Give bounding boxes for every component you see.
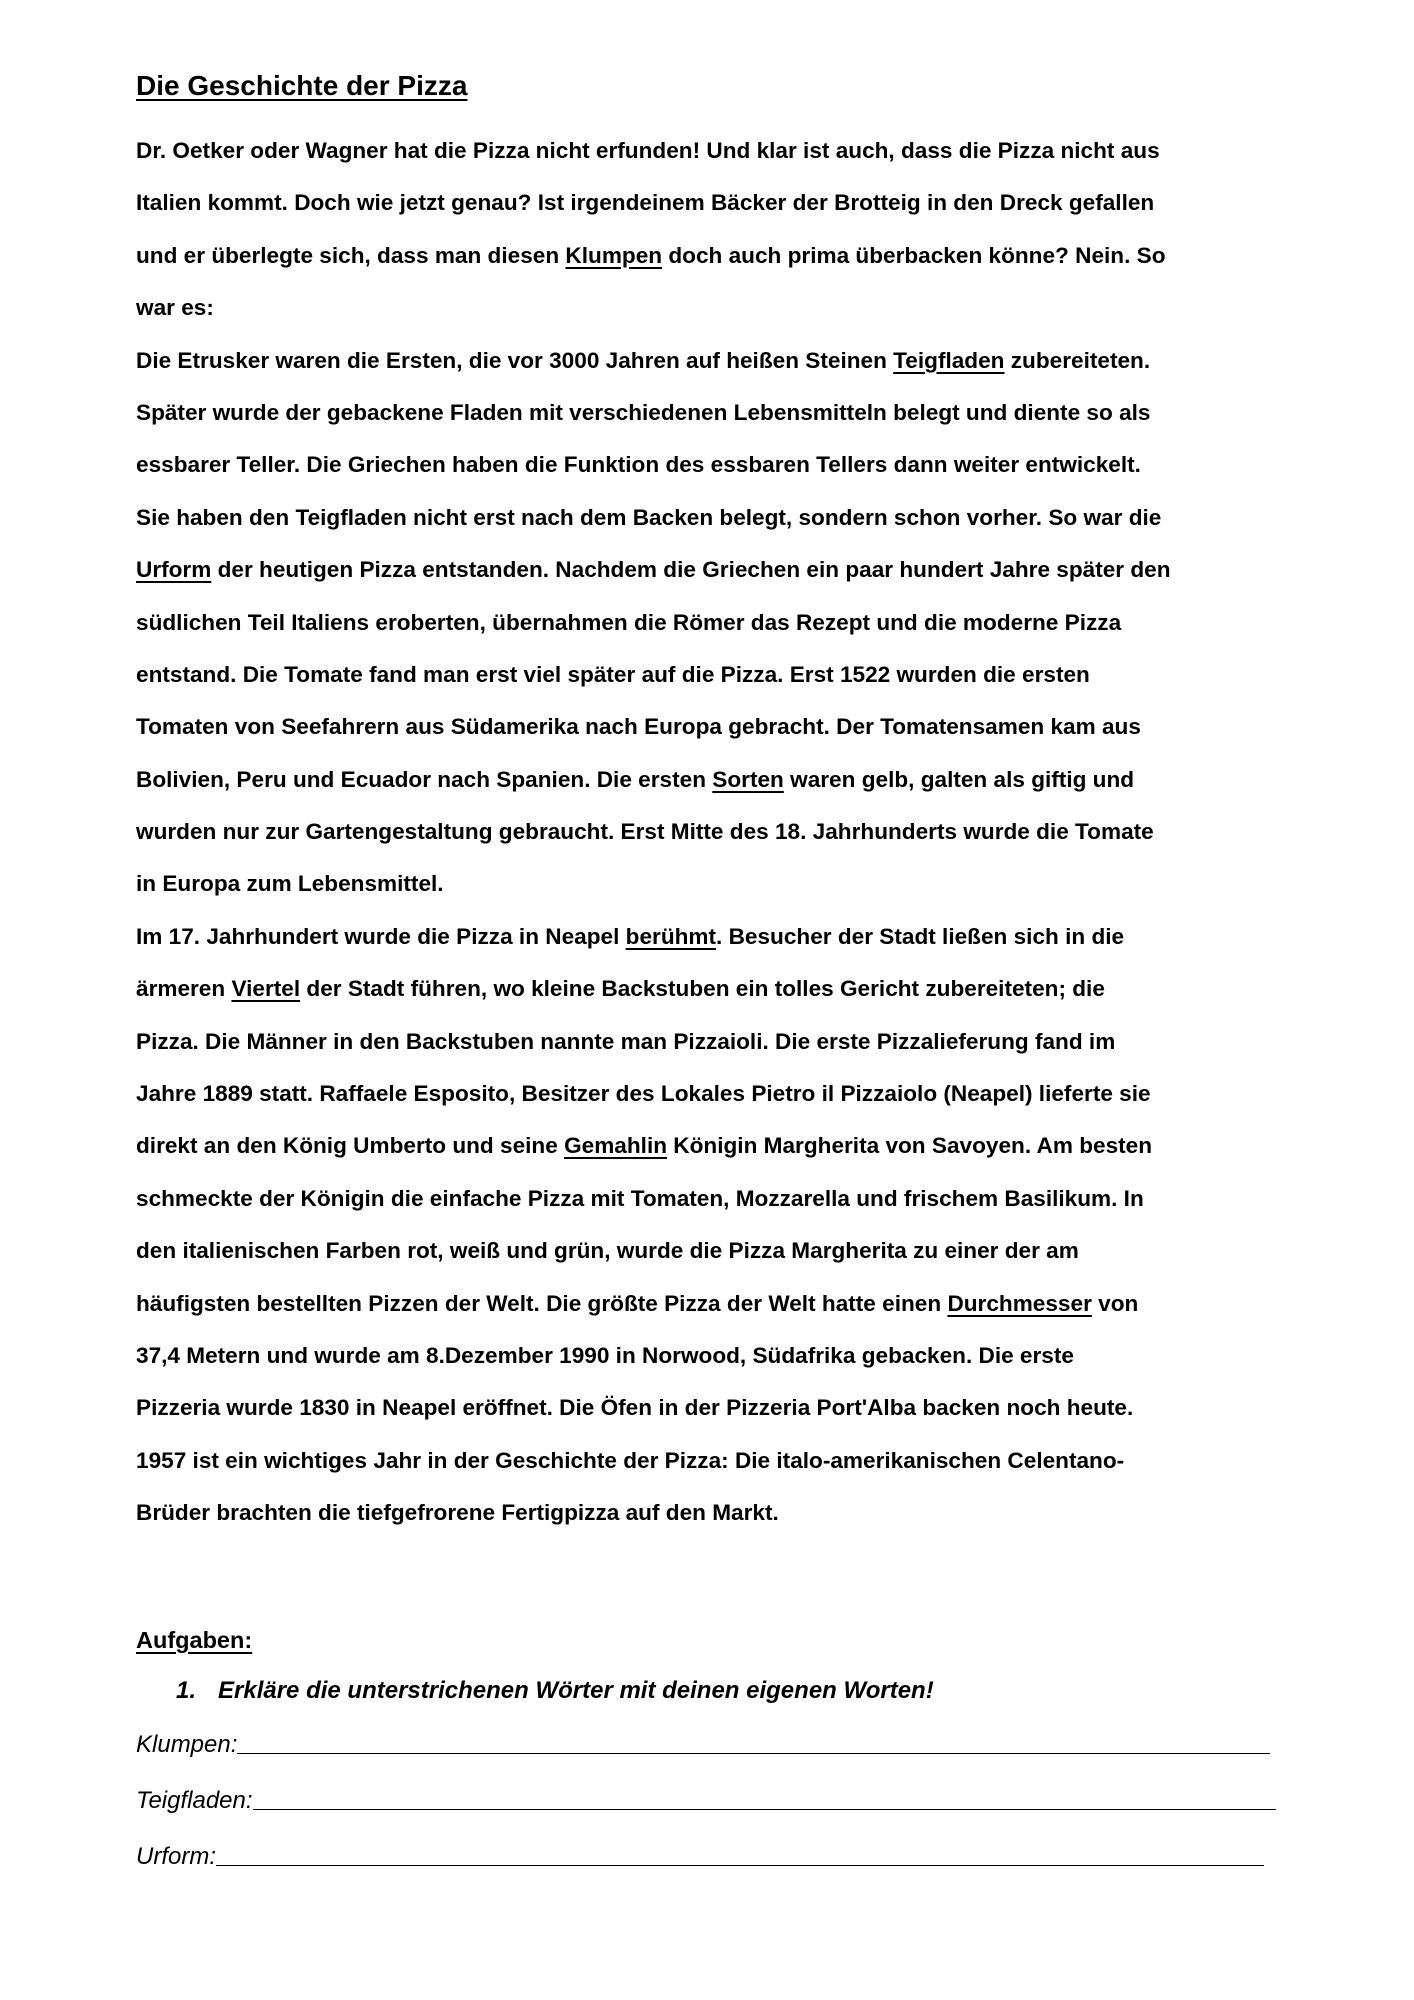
text-line [136, 1173, 1296, 1225]
text-segment: Brüder brachten die tiefgefrorene Fertigpizza auf den Markt. [136, 1500, 779, 1526]
answer-label: Teigfladen: [136, 1786, 253, 1814]
underlined-word: Viertel [231, 976, 301, 1002]
text-segment: Tomaten von Seefahrern aus Südamerika nach Europa gebracht. Der Tomatensamen kam aus [136, 714, 1141, 740]
task-text: Erkläre die unterstrichenen Wörter mit deinen eigenen Worten! [218, 1676, 934, 1704]
answer-row [136, 1773, 1296, 1829]
text-segment: Dr. Oetker oder Wagner hat die Pizza nicht erfunden! Und klar ist auch, dass die Pizza nicht aus [136, 138, 1160, 163]
text-line [136, 1120, 1296, 1172]
text-line [136, 335, 1296, 387]
answer-label: Klumpen: [136, 1730, 238, 1758]
text-segment: der heutigen Pizza entstanden. Nachdem die Griechen ein paar hundert Jahre später den [211, 557, 1171, 583]
text-line [136, 544, 1296, 596]
text-segment: . Besucher der Stadt ließen sich in die [716, 923, 1125, 949]
text-segment: und er überlegte sich, dass man diesen [136, 242, 566, 268]
text-segment: essbarer Teller. Die Griechen haben die Funktion des essbaren Tellers dann weiter entwickelt. [136, 452, 1141, 478]
answer-write-line[interactable] [237, 1752, 1270, 1754]
text-segment: entstand. Die Tomate fand man erst viel später auf die Pizza. Erst 1522 wurden die ersten [136, 661, 1090, 687]
underlined-word: Sorten [712, 766, 784, 792]
task-number: 1. [176, 1676, 197, 1704]
text-segment: Jahre 1889 statt. Raffaele Esposito, Besitzer des Lokales Pietro il Pizzaiolo (Neapel) lieferte sie [136, 1081, 1151, 1107]
answer-write-line[interactable] [253, 1808, 1276, 1810]
text-segment: der Stadt führen, wo kleine Backstuben ein tolles Gericht zubereiteten; die [300, 976, 1105, 1002]
text-line [136, 1487, 1296, 1539]
text-line [136, 1068, 1296, 1120]
page-title: Die Geschichte der Pizza [136, 70, 468, 101]
text-line [136, 701, 1296, 753]
answer-row [136, 1717, 1296, 1773]
text-segment: in Europa zum Lebensmittel. [136, 871, 444, 897]
text-segment: waren gelb, galten als giftig und [783, 766, 1135, 792]
text-line [136, 1330, 1296, 1382]
text-line [136, 858, 1296, 910]
answer-row [136, 1829, 1296, 1885]
section-spacer [136, 1540, 1296, 1615]
text-segment: Pizzeria wurde 1830 in Neapel eröffnet. Die Öfen in der Pizzeria Port'Alba backen noch heute. [136, 1395, 1134, 1421]
text-segment: von [1091, 1290, 1139, 1316]
text-line [136, 1278, 1296, 1330]
text-segment: direkt an den König Umberto und seine [136, 1133, 565, 1159]
text-body [136, 125, 1296, 1540]
text-line [136, 1225, 1296, 1277]
task-item-1 [176, 1665, 1296, 1717]
text-segment: 1957 ist ein wichtiges Jahr in der Geschichte der Pizza: Die italo-amerikanischen Celentano- [136, 1447, 1125, 1473]
text-line [136, 1382, 1296, 1434]
answer-write-line[interactable] [216, 1864, 1264, 1866]
text-line [136, 649, 1296, 701]
text-line [136, 387, 1296, 439]
text-line [136, 1016, 1296, 1068]
text-line [136, 230, 1296, 282]
text-segment: häufigsten bestellten Pizzen der Welt. Die größte Pizza der Welt hatte einen [136, 1290, 948, 1316]
answer-label: Urform: [136, 1842, 216, 1870]
text-segment: ärmeren [136, 976, 232, 1002]
text-segment: schmeckte der Königin die einfache Pizza mit Tomaten, Mozzarella und frischem Basilikum. In [136, 1185, 1144, 1211]
text-segment: Italien kommt. Doch wie jetzt genau? Ist irgendeinem Bäcker der Brotteig in den Dreck gefallen [136, 190, 1155, 216]
text-segment: südlichen Teil Italiens eroberten, übernahmen die Römer das Rezept und die moderne Pizza [136, 609, 1122, 635]
answer-lines [136, 1717, 1296, 1885]
text-segment: zubereiteten. [1004, 347, 1151, 373]
text-line [136, 597, 1296, 649]
text-line [136, 1435, 1296, 1487]
text-line [136, 282, 1296, 334]
underlined-word: Klumpen [565, 242, 663, 268]
text-line [136, 963, 1296, 1015]
text-segment: wurden nur zur Gartengestaltung gebraucht. Erst Mitte des 18. Jahrhunderts wurde die Tomate [136, 819, 1154, 845]
underlined-word: Teigfladen [893, 347, 1005, 373]
text-line [136, 806, 1296, 858]
text-segment: Sie haben den Teigfladen nicht erst nach dem Backen belegt, sondern schon vorher. So war die [136, 504, 1162, 530]
text-line [136, 439, 1296, 491]
text-line [136, 125, 1296, 177]
text-line [136, 754, 1296, 806]
underlined-word: Gemahlin [564, 1133, 668, 1159]
text-line [136, 177, 1296, 229]
underlined-word: Durchmesser [947, 1290, 1092, 1316]
underlined-word: berühmt [625, 923, 717, 949]
worksheet-page [136, 66, 1296, 1885]
text-segment: 37,4 Metern und wurde am 8.Dezember 1990 in Norwood, Südafrika gebacken. Die erste [136, 1342, 1074, 1368]
underlined-word: Urform [136, 557, 212, 583]
text-segment: Königin Margherita von Savoyen. Am besten [667, 1133, 1153, 1159]
text-segment: Im 17. Jahrhundert wurde die Pizza in Neapel [136, 923, 626, 949]
text-segment: Später wurde der gebackene Fladen mit verschiedenen Lebensmitteln belegt und diente so als [136, 399, 1151, 425]
tasks-heading: Aufgaben: [136, 1626, 253, 1653]
text-segment: Bolivien, Peru und Ecuador nach Spanien. Die ersten [136, 766, 713, 792]
text-line [136, 492, 1296, 544]
text-segment: Die Etrusker waren die Ersten, die vor 3000 Jahren auf heißen Steinen [136, 347, 894, 373]
text-segment: den italienischen Farben rot, weiß und grün, wurde die Pizza Margherita zu einer der am [136, 1238, 1079, 1264]
text-segment: Pizza. Die Männer in den Backstuben nannte man Pizzaioli. Die erste Pizzalieferung fand im [136, 1028, 1116, 1054]
text-line [136, 911, 1296, 963]
text-segment: war es: [136, 295, 214, 321]
text-segment: doch auch prima überbacken könne? Nein. So [662, 242, 1166, 268]
